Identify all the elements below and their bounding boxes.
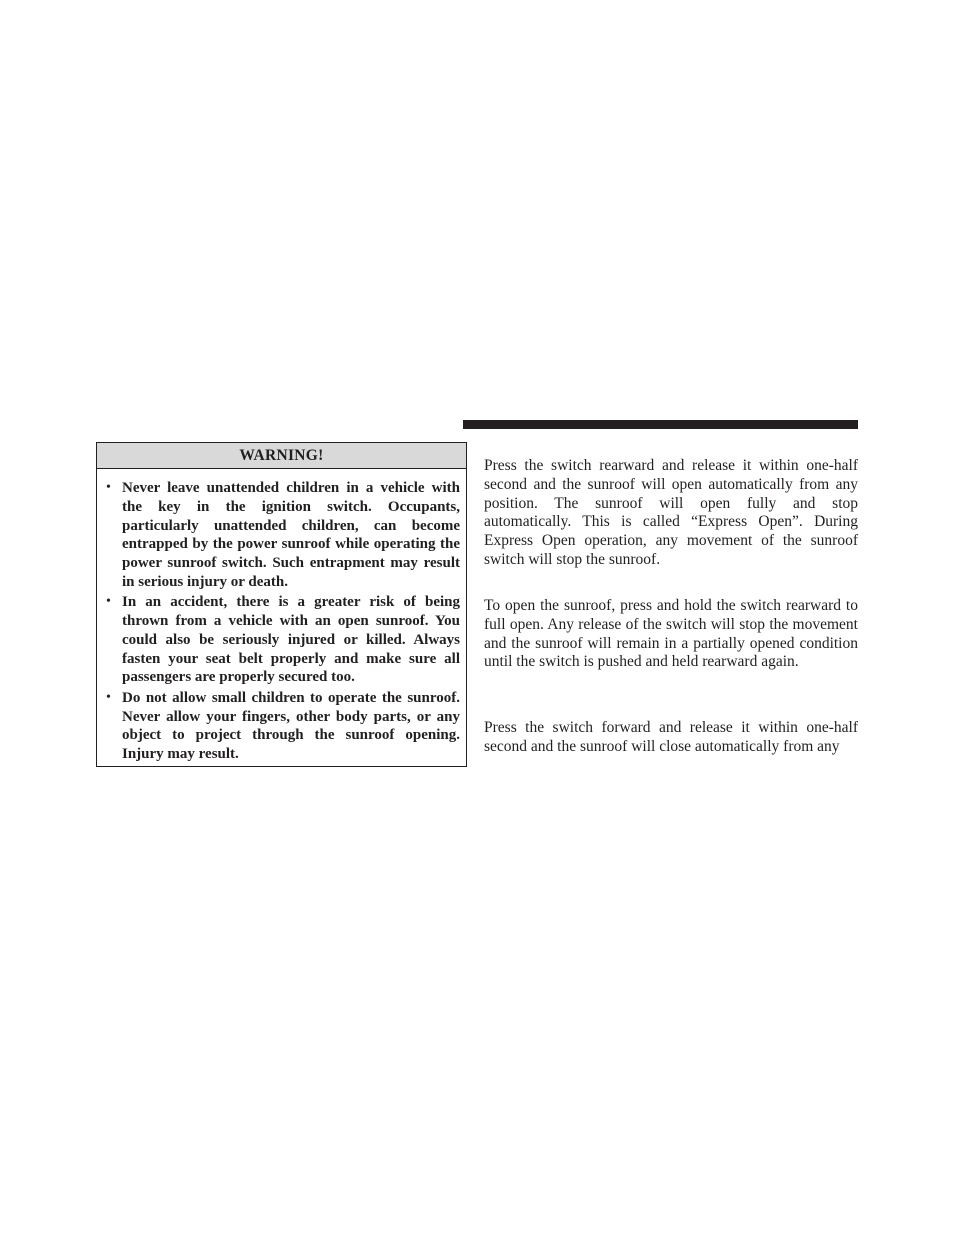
warning-item-text: In an accident, there is a greater risk of being thrown from a vehicle with an open sunroof. You could also be seriously injured or killed. Always fasten your seat belt properly and make sure all passengers are properly secured too. bbox=[122, 594, 460, 686]
warning-item bbox=[105, 689, 460, 764]
manual-open-paragraph: To open the sunroof, press and hold the switch rearward to full open. Any release of the switch will stop the movement and the sunroof will remain in a partially opened condition until the switch is pushed and held rearward again. bbox=[484, 597, 858, 671]
bullet-icon: • bbox=[106, 689, 111, 705]
express-open-paragraph: Press the switch rearward and release it within one-half second and the sunroof will open automatically from any position. The sunroof will open fully and stop automatically. This is called “Express Open”. During Express Open operation, any movement of the sunroof switch will stop the sunroof. bbox=[484, 457, 858, 568]
warning-title: WARNING! bbox=[97, 443, 466, 469]
bullet-icon: • bbox=[106, 594, 111, 610]
bullet-icon: • bbox=[106, 480, 111, 495]
section-header-bar bbox=[463, 420, 858, 429]
warning-box bbox=[96, 442, 467, 767]
warning-item bbox=[105, 593, 460, 687]
warning-item-text: Never leave unattended children in a vehicle with the key in the ignition switch. Occupants, particularly unattended children, can become entrapped by the power sunroof while operating the power sunroof switch. Such entrapment may result in serious injury or death. bbox=[122, 480, 460, 590]
warning-list bbox=[97, 469, 466, 764]
express-close-paragraph: Press the switch forward and release it within one-half second and the sunroof will close automatically from any bbox=[484, 719, 858, 755]
warning-item bbox=[105, 479, 460, 592]
warning-item-text: Do not allow small children to operate the sunroof. Never allow your fingers, other body parts, or any object to project through the sunroof opening. Injury may result. bbox=[122, 689, 460, 763]
